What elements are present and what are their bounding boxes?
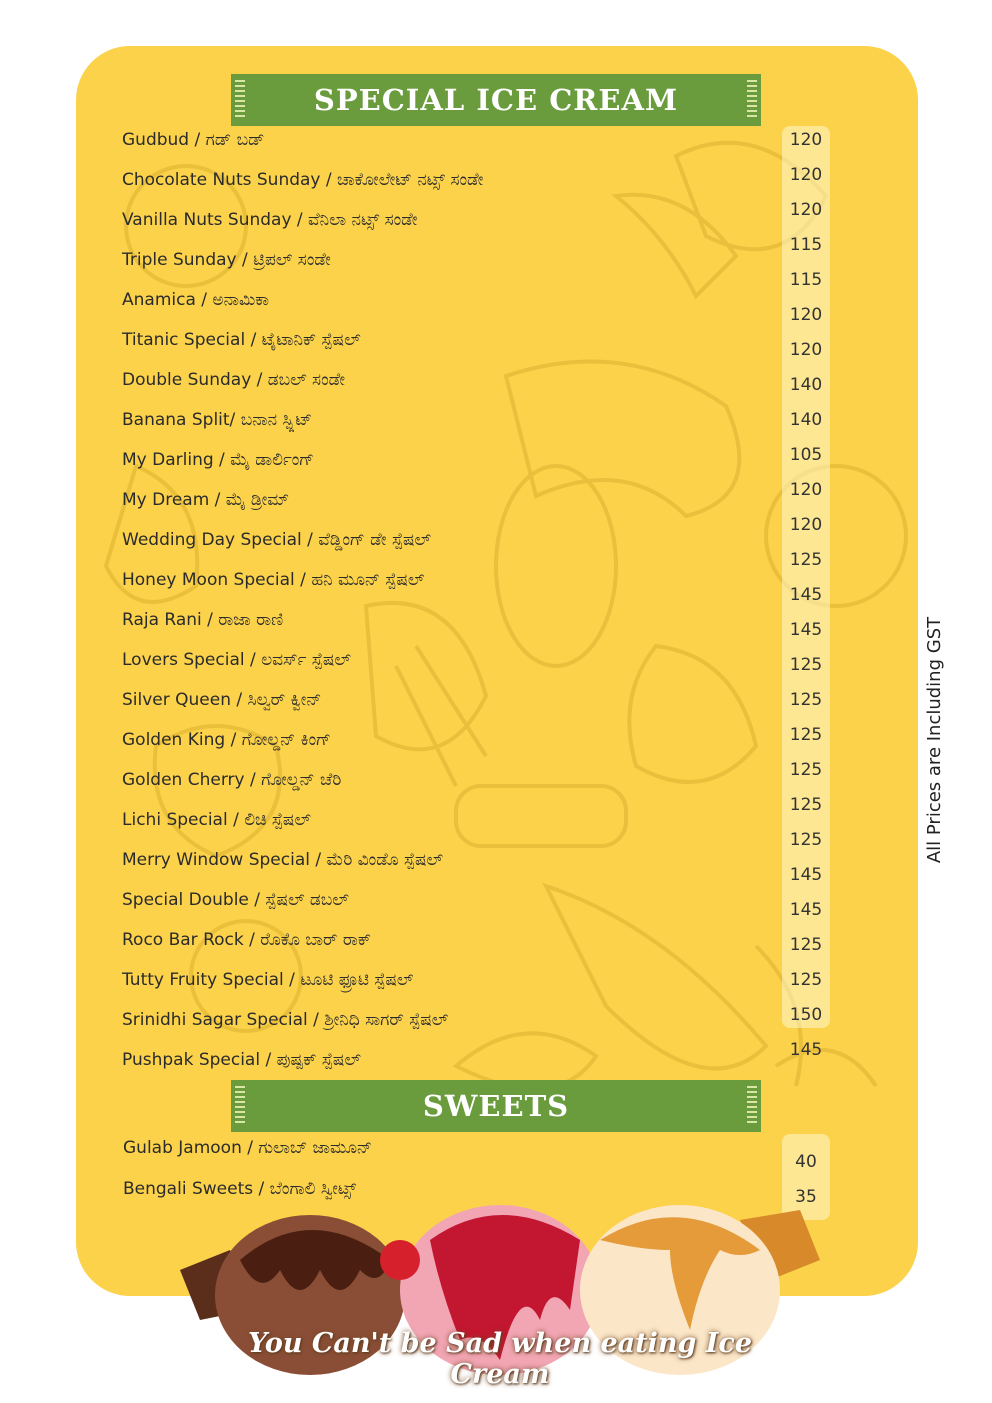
price: 140 — [789, 410, 823, 430]
list-item: Wedding Day Special / ವೆಡ್ಡಿಂಗ್ ಡೇ ಸ್ಪೆಷಲ್ — [122, 530, 432, 550]
price: 140 — [789, 375, 823, 395]
list-item: Chocolate Nuts Sunday / ಚಾಕೋಲೇಟ್ ನಟ್ಸ್ ಸಂಡೇ — [122, 170, 484, 190]
list-item: Banana Split/ ಬನಾನ ಸ್ಪ್ಲಿಟ್ — [122, 410, 313, 430]
price: 125 — [789, 725, 823, 745]
list-item: Tutty Fruity Special / ಟೂಟಿ ಫ್ರೂಟಿ ಸ್ಪೆಷಲ್ — [122, 970, 414, 990]
list-item: Pushpak Special / ಪುಷ್ಪಕ್ ಸ್ಪೆಷಲ್ — [122, 1050, 361, 1070]
price: 145 — [789, 620, 823, 640]
list-item: Golden Cherry / ಗೋಲ್ಡನ್ ಚೆರಿ — [122, 770, 342, 790]
price: 145 — [789, 1040, 823, 1060]
price: 125 — [789, 690, 823, 710]
list-item: Vanilla Nuts Sunday / ವೆನಿಲಾ ನಟ್ಸ್ ಸಂಡೇ — [122, 210, 418, 230]
menu-card — [76, 46, 918, 1296]
price: 125 — [789, 970, 823, 990]
special-ice-cream-heading: SPECIAL ICE CREAM — [231, 74, 761, 126]
list-item: Honey Moon Special / ಹನಿ ಮೂನ್ ಸ್ಪೆಷಲ್ — [122, 570, 425, 590]
price: 125 — [789, 760, 823, 780]
list-item: Bengali Sweets / ಬೆಂಗಾಲಿ ಸ್ವೀಟ್ಸ್ — [123, 1179, 357, 1199]
list-item: Lovers Special / ಲವರ್ಸ್ ಸ್ಪೆಷಲ್ — [122, 650, 351, 670]
price: 120 — [789, 165, 823, 185]
price: 150 — [789, 1005, 823, 1025]
price: 120 — [789, 200, 823, 220]
list-item: Roco Bar Rock / ರೊಕೊ ಬಾರ್ ರಾಕ್ — [122, 930, 372, 950]
list-item: Gudbud / ಗಡ್ ಬಡ್ — [122, 130, 265, 150]
list-item: My Dream / ಮೈ ಡ್ರೀಮ್ — [122, 490, 289, 510]
price: 105 — [789, 445, 823, 465]
price: 120 — [789, 340, 823, 360]
price: 115 — [789, 270, 823, 290]
tagline: You Can't be Sad when eating Ice Cream — [247, 1328, 753, 1390]
price: 145 — [789, 900, 823, 920]
list-item: Special Double / ಸ್ಪೆಷಲ್ ಡಬಲ್ — [122, 890, 349, 910]
price: 125 — [789, 830, 823, 850]
list-item: Gulab Jamoon / ಗುಲಾಬ್ ಜಾಮೂನ್ — [123, 1138, 372, 1158]
list-item: Srinidhi Sagar Special / ಶ್ರೀನಿಧಿ ಸಾಗರ್ ಸ್ಪೆಷಲ್ — [122, 1010, 449, 1030]
list-item: Merry Window Special / ಮೆರಿ ವಿಂಡೊ ಸ್ಪೆಷಲ್ — [122, 850, 444, 870]
price: 120 — [789, 480, 823, 500]
price: 115 — [789, 235, 823, 255]
list-item: Lichi Special / ಲಿಚಿ ಸ್ಪೆಷಲ್ — [122, 810, 311, 830]
price: 120 — [789, 305, 823, 325]
list-item: My Darling / ಮೈ ಡಾರ್ಲಿಂಗ್ — [122, 450, 314, 470]
price: 145 — [789, 585, 823, 605]
list-item: Titanic Special / ಟೈಟಾನಿಕ್ ಸ್ಪೆಷಲ್ — [122, 330, 361, 350]
price: 125 — [789, 795, 823, 815]
list-item: Silver Queen / ಸಿಲ್ವರ್ ಕ್ವೀನ್ — [122, 690, 322, 710]
gst-note-text: All Prices are Including GST — [924, 616, 945, 864]
price: 40 — [795, 1152, 817, 1172]
price: 120 — [789, 515, 823, 535]
list-item: Raja Rani / ರಾಜಾ ರಾಣಿ — [122, 610, 284, 630]
gst-note — [924, 612, 950, 868]
price: 120 — [789, 130, 823, 150]
price: 125 — [789, 935, 823, 955]
price: 125 — [789, 655, 823, 675]
list-item: Anamica / ಅನಾಮಿಕಾ — [122, 290, 269, 310]
list-item: Double Sunday / ಡಬಲ್ ಸಂಡೇ — [122, 370, 346, 390]
price: 35 — [795, 1187, 817, 1207]
price: 145 — [789, 865, 823, 885]
list-item: Golden King / ಗೋಲ್ಡನ್ ಕಿಂಗ್ — [122, 730, 331, 750]
price: 125 — [789, 550, 823, 570]
list-item: Triple Sunday / ಟ್ರಿಪಲ್ ಸಂಡೇ — [122, 250, 331, 270]
price-column — [782, 126, 830, 1028]
sweets-heading: SWEETS — [231, 1080, 761, 1132]
